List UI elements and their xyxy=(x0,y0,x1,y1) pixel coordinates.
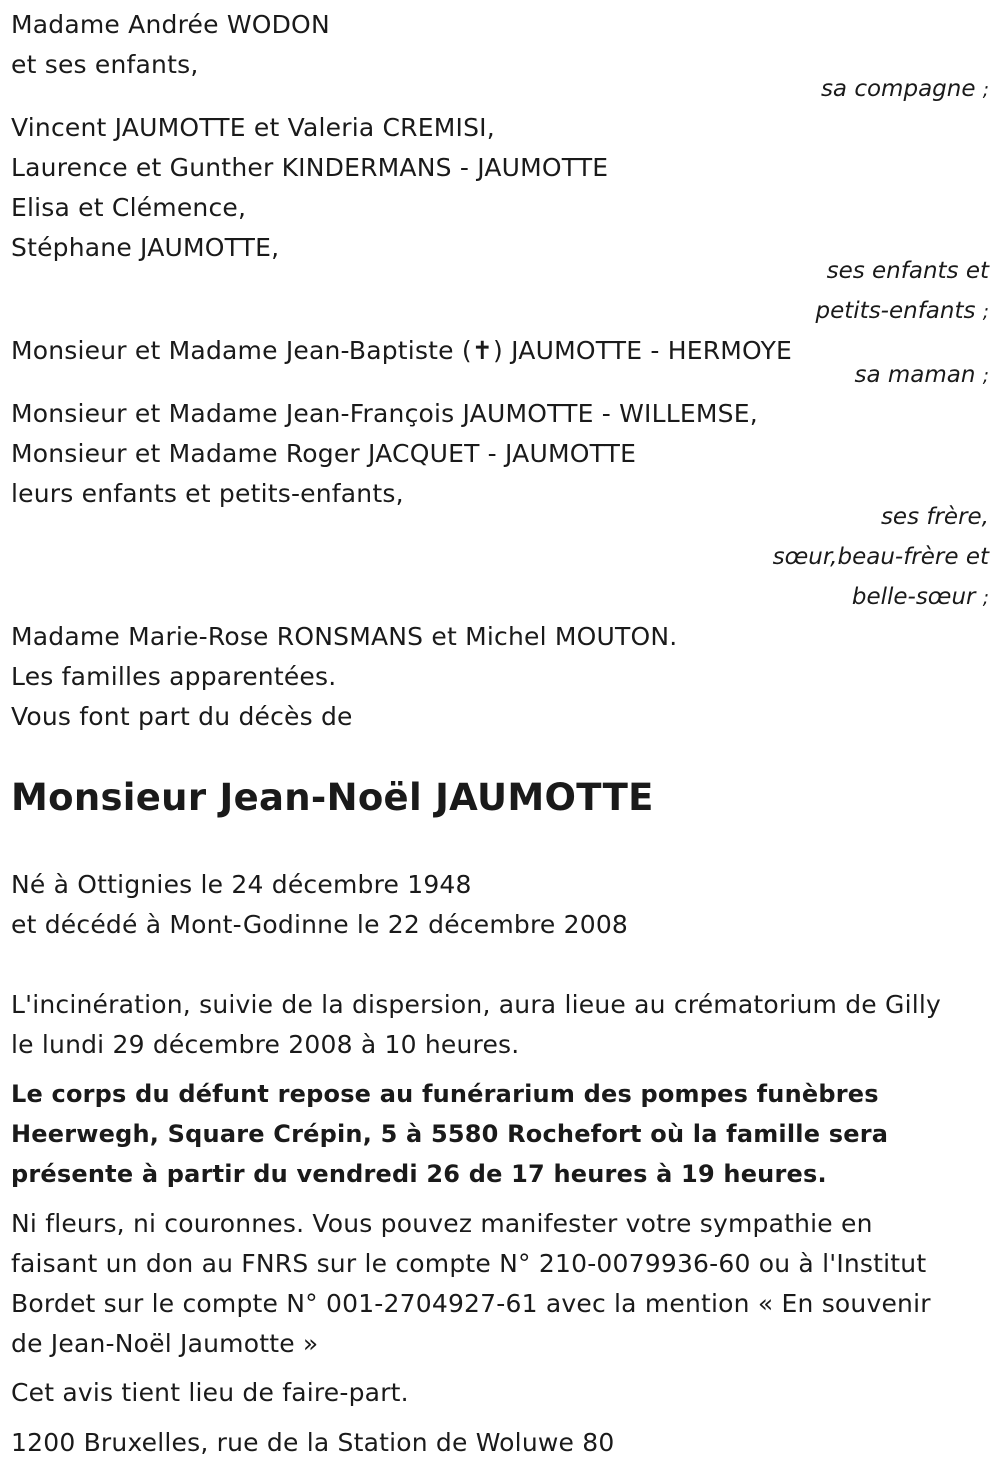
deceased-name: Monsieur Jean-Noël JAUMOTTE xyxy=(11,776,654,819)
relation-label: sœur,beau-frère et xyxy=(772,544,989,570)
birth-line: Né à Ottignies le 24 décembre 1948 xyxy=(11,870,472,899)
closing-line: Les familles apparentées. xyxy=(11,662,337,691)
family-line: Elisa et Clémence, xyxy=(11,193,247,222)
closing-line: Madame Marie-Rose RONSMANS et Michel MOUTON. xyxy=(11,622,678,651)
cross-icon: ✝ xyxy=(471,336,494,365)
notice-line: Cet avis tient lieu de faire-part. xyxy=(11,1378,409,1407)
family-line: Madame Andrée WODON xyxy=(11,10,330,39)
ceremony-line: L'incinération, suivie de la dispersion, aura lieue au crématorium de Gilly xyxy=(11,990,942,1019)
relation-label: petits-enfants ; xyxy=(815,298,989,324)
family-line: Laurence et Gunther KINDERMANS - JAUMOTTE xyxy=(11,153,609,182)
donation-line: de Jean-Noël Jaumotte » xyxy=(11,1329,319,1358)
visitation-line: Heerwegh, Square Crépin, 5 à 5580 Rochefort où la famille sera xyxy=(11,1120,889,1148)
relation-label: ses enfants et xyxy=(826,258,989,284)
donation-line: Bordet sur le compte N° 001-2704927-61 avec la mention « En souvenir xyxy=(11,1289,931,1318)
ceremony-line: le lundi 29 décembre 2008 à 10 heures. xyxy=(11,1030,520,1059)
family-line: Stéphane JAUMOTTE, xyxy=(11,233,280,262)
visitation-line: Le corps du défunt repose au funérarium des pompes funèbres xyxy=(11,1080,879,1108)
donation-line: faisant un don au FNRS sur le compte N° 210-0079936-60 ou à l'Institut xyxy=(11,1249,927,1278)
family-line: et ses enfants, xyxy=(11,50,199,79)
relation-label: belle-sœur ; xyxy=(851,584,989,610)
visitation-line: présente à partir du vendredi 26 de 17 heures à 19 heures. xyxy=(11,1160,827,1188)
donation-line: Ni fleurs, ni couronnes. Vous pouvez manifester votre sympathie en xyxy=(11,1209,873,1238)
death-line: et décédé à Mont-Godinne le 22 décembre 2008 xyxy=(11,910,629,939)
family-line: Vincent JAUMOTTE et Valeria CREMISI, xyxy=(11,113,495,142)
closing-line: Vous font part du décès de xyxy=(11,702,353,731)
family-line: leurs enfants et petits-enfants, xyxy=(11,479,404,508)
relation-label: sa maman ; xyxy=(854,362,989,388)
relation-label: sa compagne ; xyxy=(820,76,989,102)
family-line: Monsieur et Madame Roger JACQUET - JAUMOTTE xyxy=(11,439,637,468)
address-line: 1200 Bruxelles, rue de la Station de Woluwe 80 xyxy=(11,1428,615,1457)
family-line: Monsieur et Madame Jean-Baptiste (✝) JAUMOTTE - HERMOYE xyxy=(11,336,793,365)
relation-label: ses frère, xyxy=(880,504,989,530)
family-line: Monsieur et Madame Jean-François JAUMOTTE - WILLEMSE, xyxy=(11,399,758,428)
